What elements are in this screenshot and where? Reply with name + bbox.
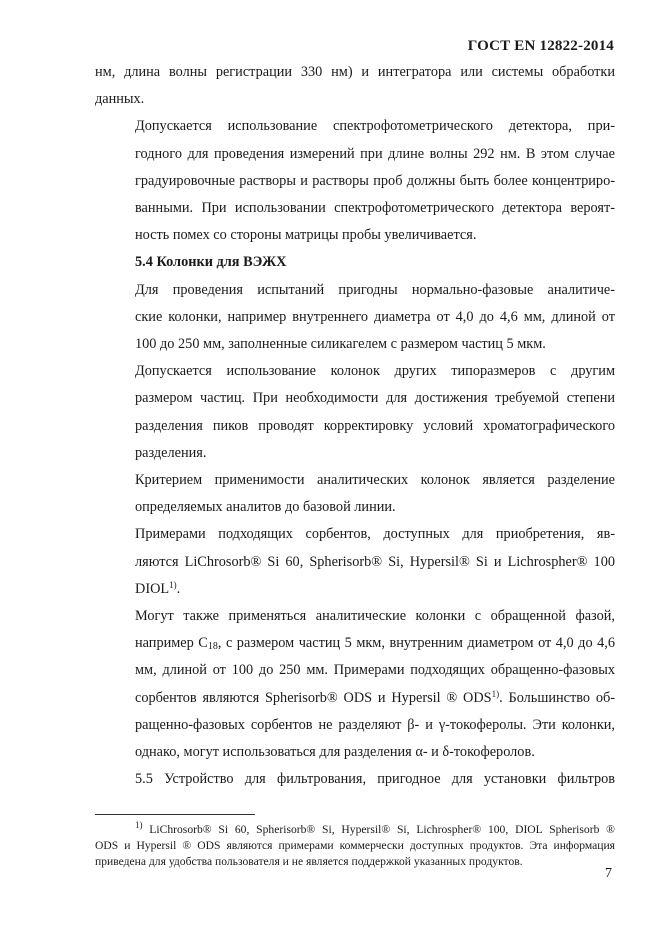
text-line: ность помех со стороны матрицы пробы увеличивается.: [135, 227, 477, 244]
paragraph-columns: [95, 277, 615, 359]
text-line: разделения.: [135, 444, 207, 461]
footnote: [95, 822, 615, 870]
subscript: 18: [207, 641, 218, 653]
text-line: градуировочные растворы и растворы проб должны быть более концентриро-: [135, 172, 615, 189]
footnote-line: ODS и Hypersil ® ODS являются примерами коммерчески доступных продуктов. Эта информация: [95, 839, 615, 852]
text-line: ванными. При использовании спектрофотометрического детектора вероят-: [135, 200, 615, 217]
text-line: Могут также применяться аналитические колонки с обращенной фазой,: [135, 608, 615, 625]
text-line: нм, длина волны регистрации 330 нм) и интегратора или системы обработки: [95, 64, 615, 80]
text-line: Допускается использование спектрофотометрического детектора, при-: [135, 118, 615, 135]
text-line: Для проведения испытаний пригодны нормально-фазовые аналитиче-: [135, 281, 615, 298]
text-fragment: DIOL: [135, 580, 170, 597]
text-line: Критерием применимости аналитических колонок является разделение: [135, 472, 615, 489]
text-line: мм, длиной от 100 до 250 мм. Примерами подходящих обращенно-фазовых: [135, 662, 615, 679]
text-line: 100 до 250 мм, заполненные силикагелем с размером частиц 5 мкм.: [135, 336, 546, 353]
text-line: Примерами подходящих сорбентов, доступных для приобретения, яв-: [135, 526, 615, 543]
paragraph-reversed-phase: [95, 603, 615, 766]
text-fragment: . Большинство об-: [499, 689, 616, 706]
text-fragment: сорбентов являются Spherisorb® ODS и Hypersil ® ODS: [135, 689, 492, 706]
footnote-line: [95, 822, 615, 838]
paragraph-criterion: [95, 467, 615, 521]
text-line: ляются LiChrosorb® Si 60, Spherisorb® Si, Hypersil® Si и Lichrospher® 100: [135, 553, 615, 570]
text-line: ские колонки, например внутреннего диаметра от 4,0 до 4,6 мм, длиной от: [135, 308, 615, 325]
text-line: Допускается использование колонок других типоразмеров с другим: [135, 363, 615, 380]
text-line: годного для проведения измерений при длине волны 292 нм. В этом случае: [135, 145, 615, 162]
paragraph-continuation: [95, 59, 615, 113]
text-line: данных.: [95, 91, 145, 108]
text-line: определяемых аналитов до базовой линии.: [135, 499, 396, 516]
footnote-divider: [95, 814, 255, 815]
standard-header: ГОСТ EN 12822-2014: [467, 38, 614, 54]
text-fragment: LiChrosorb® Si 60, Spherisorb® Si, Hypersil® Si, Lichrospher® 100, DIOL Spherisorb ®: [142, 823, 615, 836]
text-line: однако, могут использоваться для разделения α- и δ-токоферолов.: [135, 744, 535, 761]
text-line: размером частиц. При необходимости для достижения требуемой степени: [135, 390, 615, 407]
footnote-line: приведена для удобства пользователя и не является поддержкой указанных продуктов.: [95, 855, 523, 868]
paragraph-detector: [95, 113, 615, 249]
text-line: [95, 576, 615, 603]
text-fragment: .: [176, 580, 181, 597]
document-body: [95, 59, 615, 793]
text-fragment: , с размером частиц 5 мкм, внутренним диаметром от 4,0 до 4,6: [217, 635, 615, 652]
text-line: [95, 685, 615, 712]
text-line: ращенно-фазовых сорбентов не разделяют β- и γ-токоферолы. Эти колонки,: [135, 716, 615, 733]
footnote-marker: 1): [135, 820, 143, 830]
text-line: [95, 630, 615, 657]
page-number: 7: [605, 866, 612, 881]
footnote-ref: 1): [491, 688, 500, 699]
paragraph-filtering: [95, 766, 615, 793]
text-fragment: например С: [135, 635, 208, 652]
text-line: 5.5 Устройство для фильтрования, пригодное для установки фильтров: [135, 771, 615, 788]
text-line: разделения пиков проводят корректировку условий хроматографического: [135, 417, 615, 434]
section-heading: 5.4 Колонки для ВЭЖХ: [135, 254, 287, 271]
paragraph-other-sizes: [95, 358, 615, 467]
paragraph-sorbents: [95, 521, 615, 603]
footnote-ref: 1): [169, 579, 177, 590]
